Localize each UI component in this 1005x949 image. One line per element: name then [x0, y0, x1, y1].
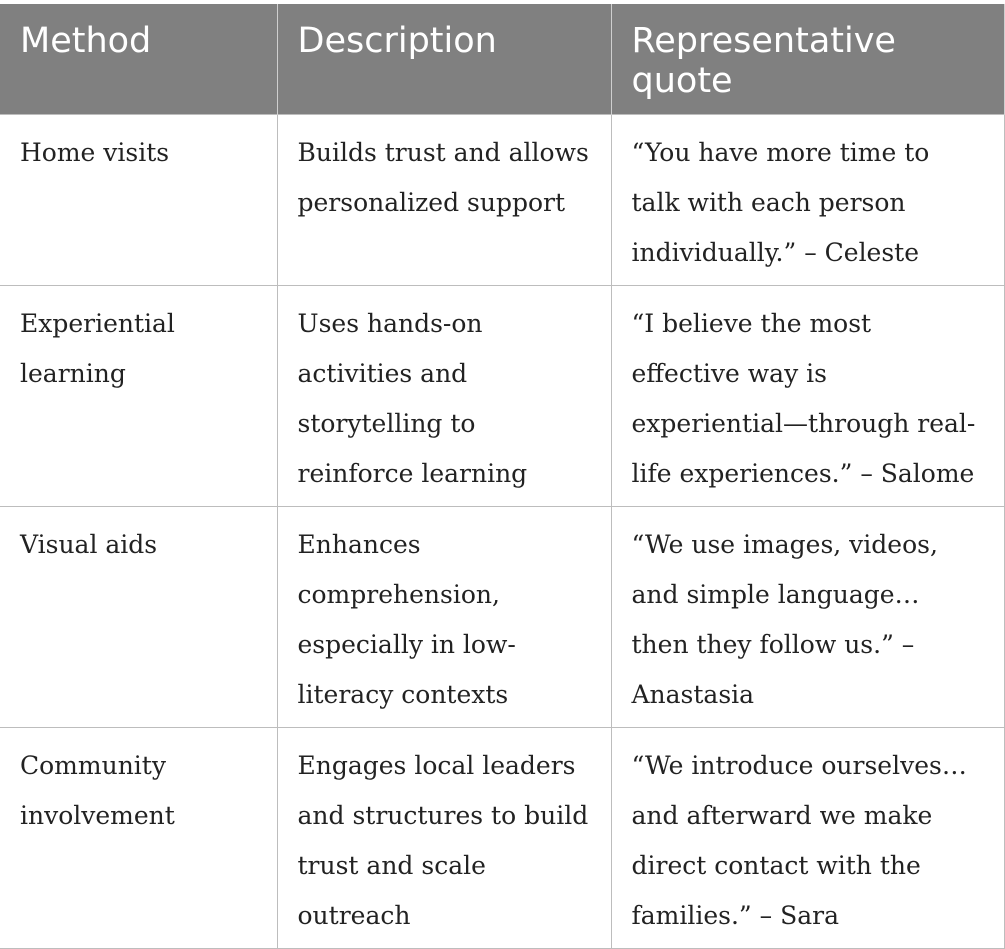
table-body	[0, 114, 1004, 948]
cell-description: Uses hands-on activities and storytelling to reinforce learning	[277, 285, 611, 506]
cell-quote: “We use images, videos, and simple language… then they follow us.” – Anastasia	[611, 506, 1004, 727]
cell-method: Visual aids	[0, 506, 277, 727]
cell-description: Builds trust and allows personalized support	[277, 114, 611, 285]
table-row	[0, 285, 1004, 506]
header-quote: Representative quote	[611, 4, 1004, 114]
table-row	[0, 114, 1004, 285]
cell-description: Enhances comprehension, especially in low-literacy contexts	[277, 506, 611, 727]
cell-quote: “We introduce ourselves… and afterward we make direct contact with the families.” – Sara	[611, 727, 1004, 948]
table-header	[0, 4, 1004, 114]
cell-method: Experiential learning	[0, 285, 277, 506]
cell-quote: “I believe the most effective way is experiential—through real-life experiences.” – Salome	[611, 285, 1004, 506]
cell-description: Engages local leaders and structures to build trust and scale outreach	[277, 727, 611, 948]
header-method: Method	[0, 4, 277, 114]
cell-quote: “You have more time to talk with each person individually.” – Celeste	[611, 114, 1004, 285]
methods-table	[0, 4, 1005, 949]
table-row	[0, 506, 1004, 727]
header-row	[0, 4, 1004, 114]
table-row	[0, 727, 1004, 948]
cell-method: Community involvement	[0, 727, 277, 948]
header-description: Description	[277, 4, 611, 114]
cell-method: Home visits	[0, 114, 277, 285]
